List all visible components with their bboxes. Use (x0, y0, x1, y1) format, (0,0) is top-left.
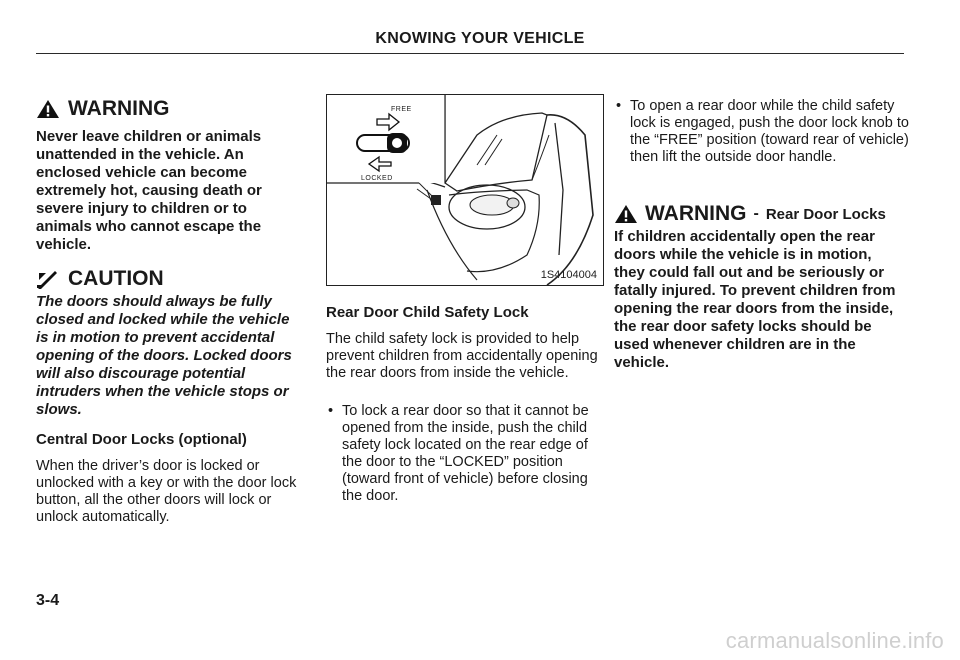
child-lock-bullets-continued (614, 98, 910, 166)
warning-triangle-icon (614, 204, 638, 224)
door-illustration (327, 95, 604, 286)
locked-label: LOCKED (361, 175, 393, 182)
free-label: FREE (391, 106, 412, 113)
warning-heading (36, 97, 170, 121)
caution-icon (36, 269, 58, 289)
child-lock-figure (326, 94, 604, 286)
child-lock-bullets (326, 403, 602, 505)
warning-triangle-icon (36, 99, 60, 119)
central-locks-body: When the driver’s door is locked or unlocked with a key or with the door lock button, all the other doors will lock or unlock automatically. (36, 458, 297, 525)
page-number: 3-4 (36, 592, 60, 609)
rear-door-warning-title: WARNING (645, 202, 747, 225)
caution-title: CAUTION (68, 267, 164, 290)
rear-door-warning-body: If children accidentally open the rear doors while the vehicle is in motion, they could fall out and be seriously or fatally injured. To prevent children from opening the rear doors from the inside, the rear door safety locks should be used whenever children are in the vehicle. (614, 228, 896, 371)
caution-heading (36, 267, 164, 291)
header-divider (36, 53, 904, 54)
title-separator: - (753, 205, 759, 222)
list-item: • To lock a rear door so that it cannot be opened from the inside, push the child safety lock located on the rear edge of the door to the “LOCKED” position (toward front of vehicle) before closing the door. (326, 403, 602, 505)
warning-body: Never leave children or animals unattended in the vehicle. An enclosed vehicle can become extremely hot, causing death or severe injury to children or to animals who cannot escape the vehicle. (36, 128, 262, 253)
warning-title: WARNING (68, 97, 170, 120)
list-item: • To open a rear door while the child safety lock is engaged, push the door lock knob to the “FREE” position (toward rear of vehicle) then lift the outside door handle. (614, 98, 910, 166)
central-locks-heading: Central Door Locks (optional) (36, 431, 247, 448)
watermark: carmanualsonline.info (725, 628, 944, 653)
page-header: KNOWING YOUR VEHICLE (375, 30, 585, 47)
child-lock-intro: The child safety lock is provided to help prevent children from accidentally opening the rear doors from inside the vehicle. (326, 331, 598, 381)
caution-body: The doors should always be fully closed and locked while the vehicle is in motion to prevent accidental opening of the doors. Locked doors will also discourage potential intruders when the vehicle stops or slows. (36, 293, 292, 418)
rear-door-warning-heading (614, 202, 886, 226)
rear-door-warning-subtitle: Rear Door Locks (765, 205, 886, 223)
figure-code: 1S4104004 (540, 269, 597, 281)
child-lock-heading: Rear Door Child Safety Lock (326, 304, 529, 321)
